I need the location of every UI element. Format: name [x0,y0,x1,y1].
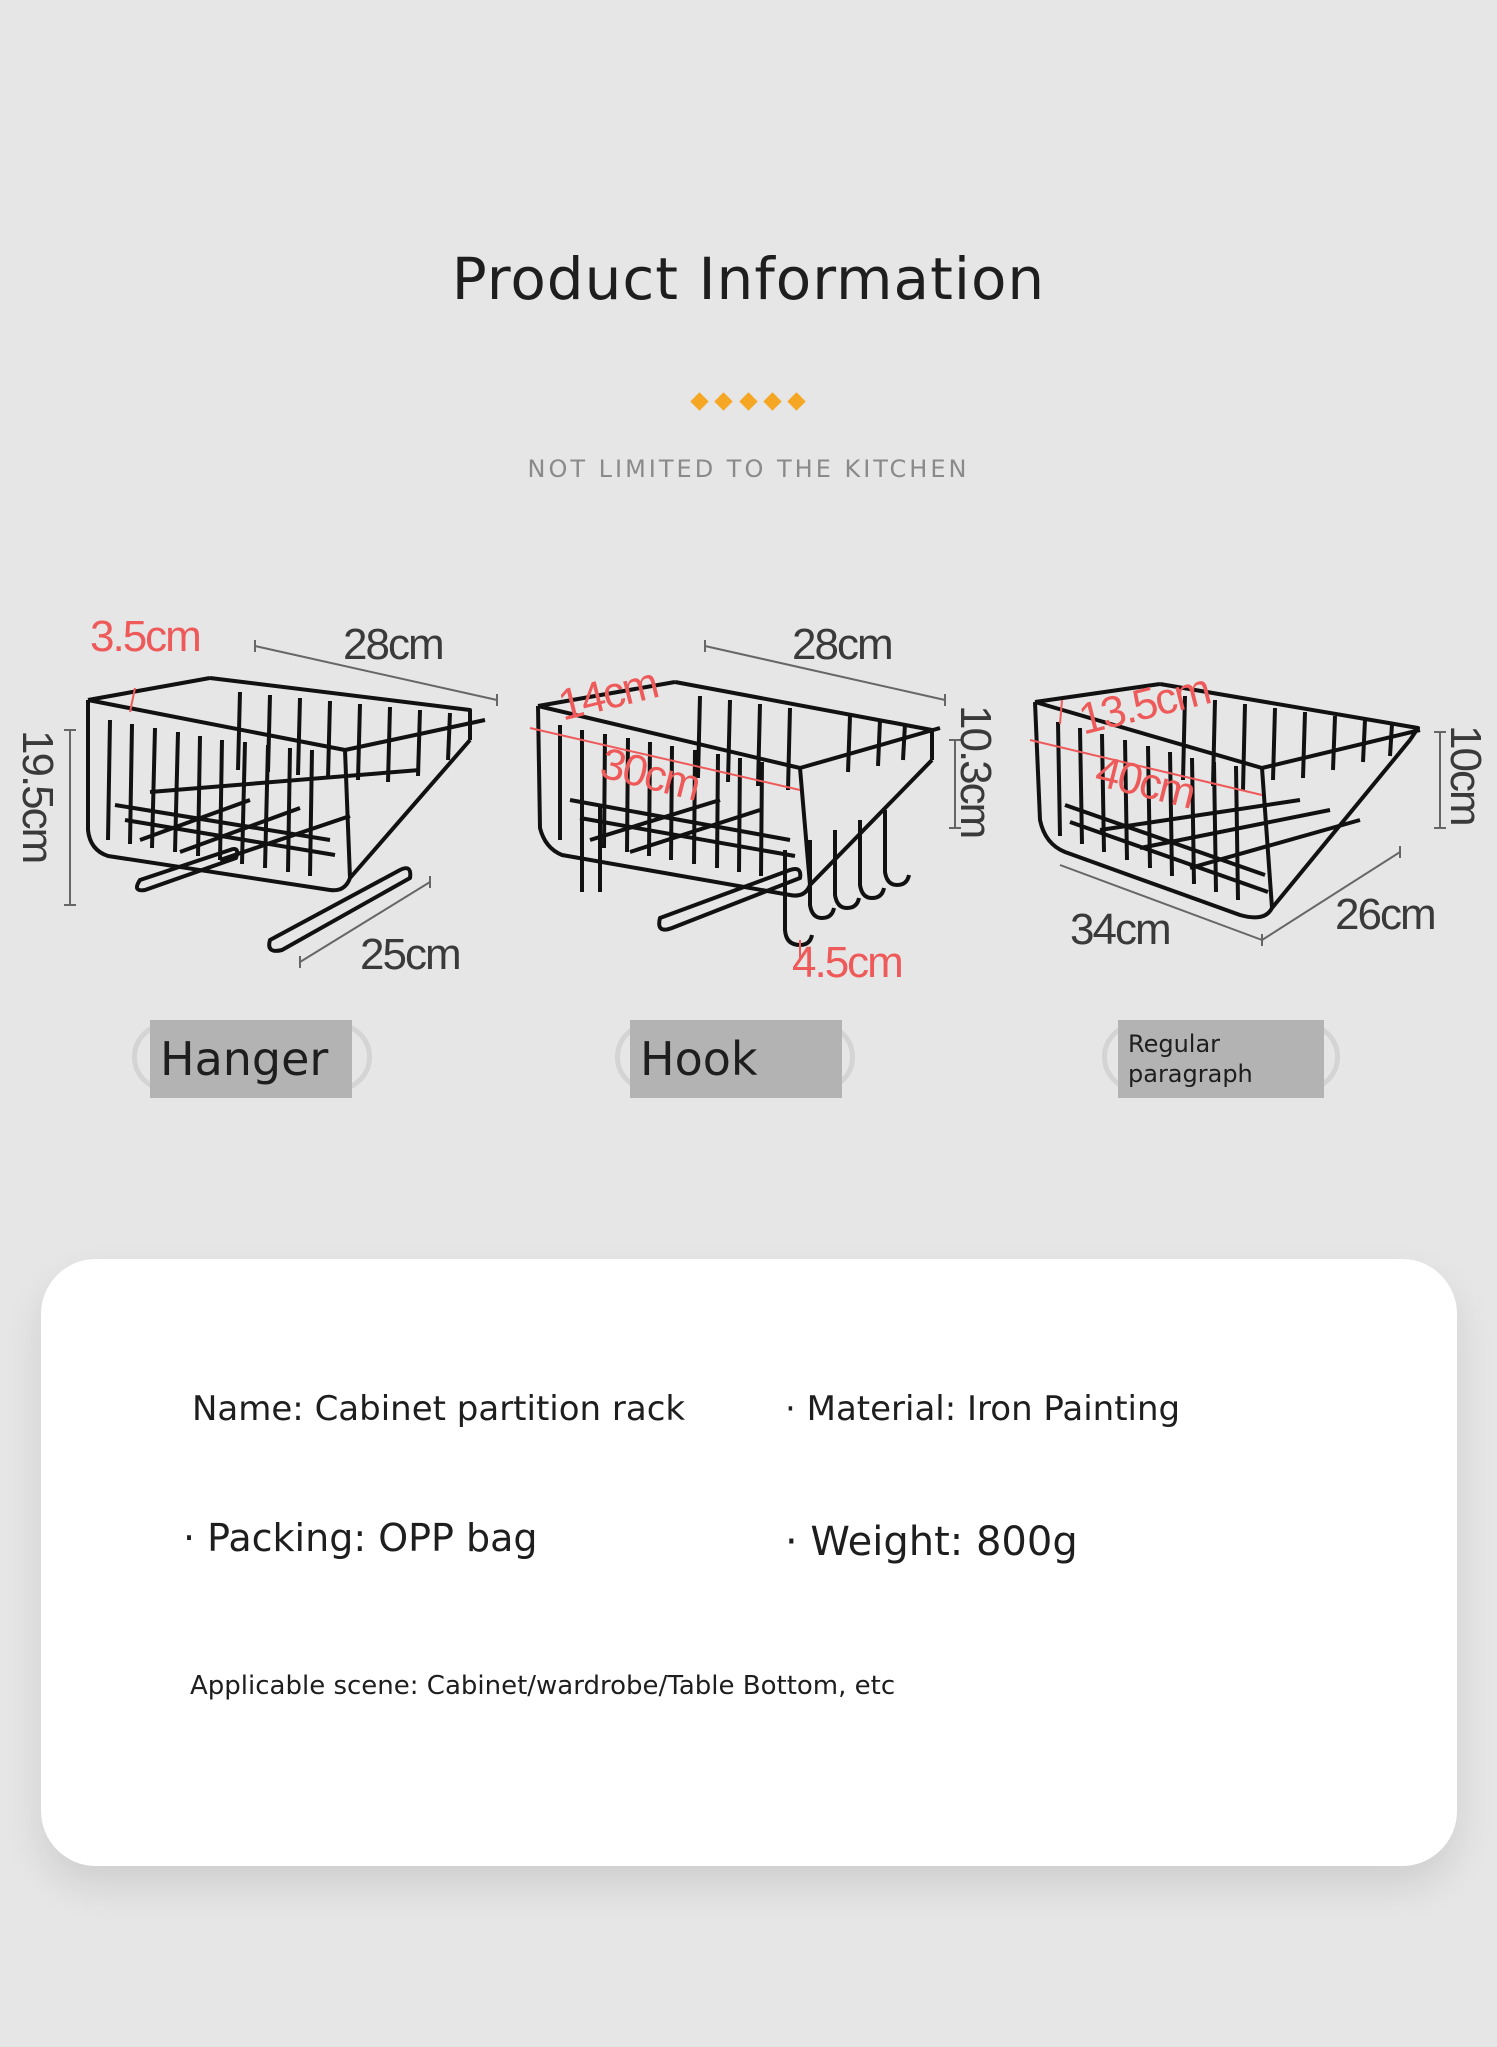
variant-tag-hook [615,1020,855,1098]
spec-weight: · Weight: 800g [785,1519,1078,1565]
diamond-icon [739,392,757,410]
diamond-icon [787,392,805,410]
hook-dim-height: 10.3cm [951,705,1000,838]
regular-dim-height: 10cm [1441,725,1490,825]
page-title: Product Information [451,245,1046,313]
variant-tag-regular [1102,1020,1340,1098]
basket-drawings [0,600,1497,1020]
hook-dim-hook: 4.5cm [792,938,902,987]
diamond-icon [690,392,708,410]
variant-tag-hanger [132,1020,372,1098]
diamond-icon [763,392,781,410]
spec-packing: · Packing: OPP bag [183,1516,538,1560]
hook-dim-top-left: 14cm [553,658,662,731]
page-subtitle: NOT LIMITED TO THE KITCHEN [527,455,970,483]
spec-scene: Applicable scene: Cabinet/wardrobe/Table Bottom, etc [190,1671,896,1701]
regular-dim-diagonal: 40cm [1090,746,1200,819]
hanger-dim-bottom: 25cm [360,930,460,979]
hook-dim-top: 28cm [792,620,892,669]
hook-dim-diagonal: 30cm [595,738,705,811]
spec-name: Name: Cabinet partition rack [192,1389,686,1429]
variant-label-hanger: Hanger [150,1020,352,1098]
decorative-diamonds [693,392,803,412]
variant-label-hook: Hook [630,1020,842,1098]
basket-illustrations [0,600,1497,1020]
regular-dim-top-left: 13.5cm [1073,664,1215,745]
spec-card [41,1259,1457,1866]
hanger-dim-top-left: 3.5cm [90,612,200,661]
hanger-basket-drawing [88,678,485,951]
hanger-dim-height: 19.5cm [13,730,62,863]
variant-label-regular: Regular paragraph [1118,1020,1324,1098]
spec-material: · Material: Iron Painting [785,1389,1181,1429]
regular-dim-bottom-left: 34cm [1070,905,1170,954]
diamond-icon [715,392,733,410]
hanger-dim-top: 28cm [343,620,443,669]
regular-dim-bottom-right: 26cm [1335,890,1435,939]
